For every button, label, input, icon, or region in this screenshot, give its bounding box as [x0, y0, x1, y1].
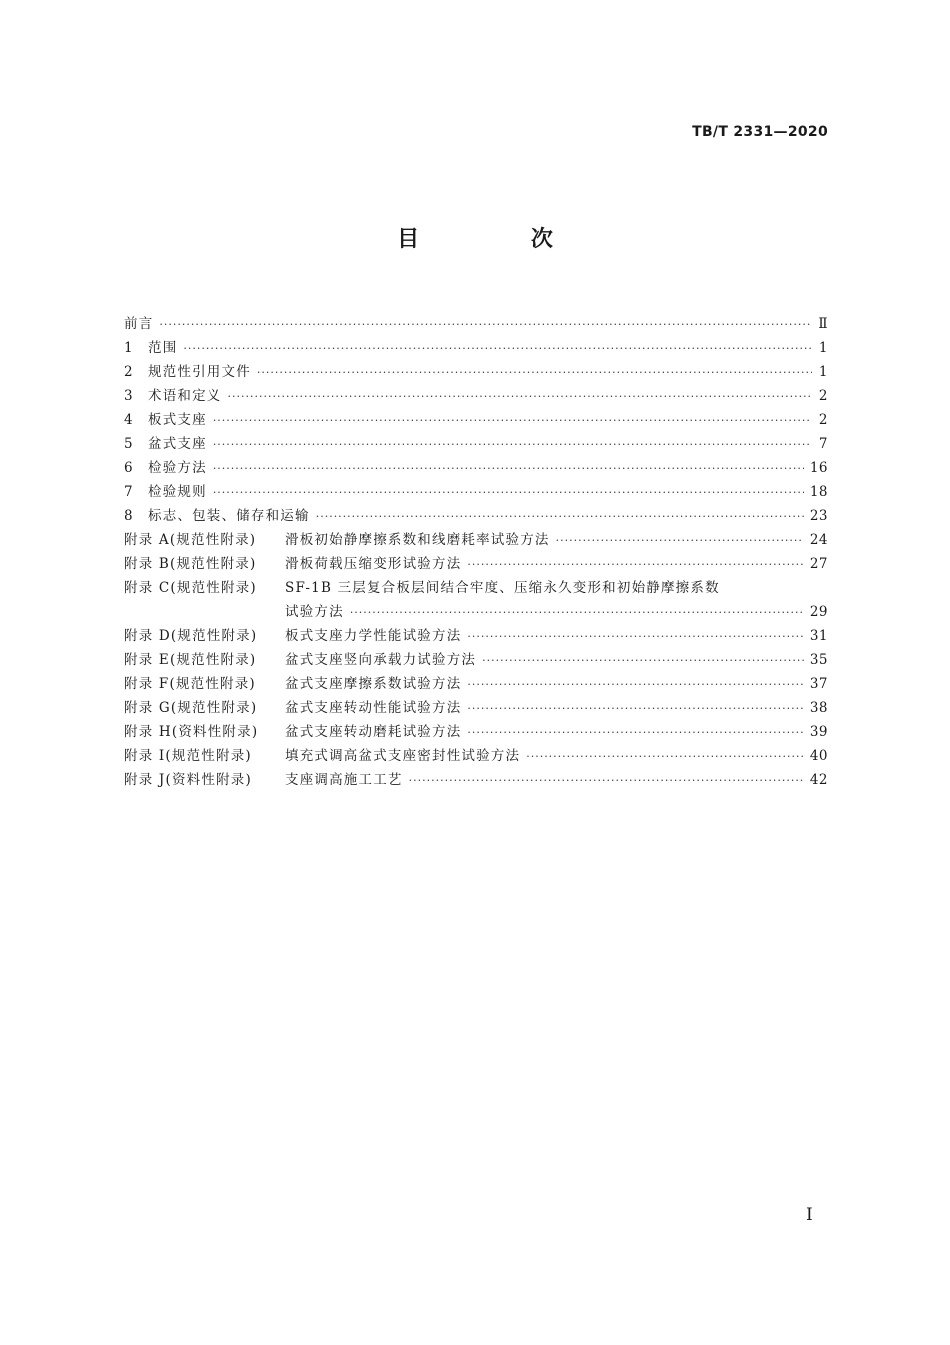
toc-entry-appendix-h[interactable]: [124, 720, 828, 744]
toc-entry-4[interactable]: [124, 408, 828, 432]
toc-entry-7[interactable]: [124, 480, 828, 504]
toc-entry-text: 前言: [124, 316, 154, 332]
toc-entry-text: SF-1B 三层复合板层间结合牢度、压缩永久变形和初始静摩擦系数: [285, 580, 720, 596]
leader-dots: [316, 510, 804, 523]
toc-entry-5[interactable]: [124, 432, 828, 456]
toc-section-number: 3: [124, 388, 134, 404]
toc-entry-text: 盆式支座转动磨耗试验方法: [285, 724, 462, 740]
toc-page-number: 27: [809, 556, 828, 572]
table-of-contents: [124, 312, 828, 792]
toc-page-number: 42: [809, 772, 828, 788]
toc-appendix-label: 附录 J(资料性附录): [124, 772, 252, 788]
toc-entry-appendix-g[interactable]: [124, 696, 828, 720]
toc-entry-8[interactable]: [124, 504, 828, 528]
toc-section-number: 7: [124, 484, 134, 500]
toc-section-number: 2: [124, 364, 134, 380]
leader-dots: [159, 318, 812, 331]
toc-appendix-label: 附录 C(规范性附录): [124, 580, 257, 596]
toc-page-number: 1: [818, 340, 828, 356]
toc-page-number: 16: [809, 460, 828, 476]
toc-entry-appendix-a[interactable]: [124, 528, 828, 552]
toc-entry-text: 检验方法: [148, 460, 207, 476]
toc-section-number: 6: [124, 460, 134, 476]
toc-entry-appendix-j[interactable]: [124, 768, 828, 792]
toc-appendix-label: 附录 E(规范性附录): [124, 652, 257, 668]
leader-dots: [257, 366, 812, 379]
toc-entry-2[interactable]: [124, 360, 828, 384]
toc-page-number: 1: [818, 364, 828, 380]
toc-appendix-label: 附录 F(规范性附录): [124, 676, 256, 692]
page-title: 目 次: [397, 227, 605, 252]
leader-dots: [213, 438, 812, 451]
toc-entry-1[interactable]: [124, 336, 828, 360]
toc-page-number: 31: [809, 628, 828, 644]
toc-page-number: 24: [809, 532, 828, 548]
toc-entry-foreword[interactable]: [124, 312, 828, 336]
toc-page-number: 39: [809, 724, 828, 740]
leader-dots: [213, 414, 812, 427]
page-folio: I: [806, 1205, 813, 1225]
toc-page-number: 29: [809, 604, 828, 620]
leader-dots: [467, 726, 803, 739]
toc-entry-3[interactable]: [124, 384, 828, 408]
toc-entry-text: 支座调高施工工艺: [285, 772, 403, 788]
toc-page-number: 23: [809, 508, 828, 524]
leader-dots: [467, 630, 803, 643]
leader-dots: [556, 534, 804, 547]
toc-entry-text: 盆式支座: [148, 436, 207, 452]
leader-dots: [467, 702, 803, 715]
toc-entry-text: 术语和定义: [148, 388, 222, 404]
toc-appendix-label: 附录 I(规范性附录): [124, 748, 252, 764]
leader-dots: [183, 342, 812, 355]
toc-entry-text: 试验方法: [285, 604, 344, 620]
toc-entry-appendix-e[interactable]: [124, 648, 828, 672]
toc-page-number: 7: [818, 436, 828, 452]
toc-page-number: 37: [809, 676, 828, 692]
leader-dots: [409, 774, 804, 787]
toc-page-number: 38: [809, 700, 828, 716]
leader-dots: [228, 390, 813, 403]
toc-entry-6[interactable]: [124, 456, 828, 480]
leader-dots: [213, 462, 804, 475]
toc-section-number: 5: [124, 436, 134, 452]
toc-appendix-label: 附录 D(规范性附录): [124, 628, 258, 644]
toc-entry-text: 范围: [148, 340, 178, 356]
toc-entry-text: 规范性引用文件: [148, 364, 251, 380]
toc-entry-appendix-c[interactable]: [124, 576, 828, 600]
toc-entry-text: 检验规则: [148, 484, 207, 500]
toc-entry-appendix-b[interactable]: [124, 552, 828, 576]
toc-entry-appendix-d[interactable]: [124, 624, 828, 648]
toc-page-number: 35: [809, 652, 828, 668]
leader-dots: [213, 486, 804, 499]
toc-entry-text: 填充式调高盆式支座密封性试验方法: [285, 748, 521, 764]
toc-entry-text: 滑板初始静摩擦系数和线磨耗率试验方法: [285, 532, 550, 548]
toc-entry-appendix-f[interactable]: [124, 672, 828, 696]
toc-section-number: 8: [124, 508, 134, 524]
toc-entry-appendix-c-continued[interactable]: [124, 600, 828, 624]
toc-entry-text: 盆式支座转动性能试验方法: [285, 700, 462, 716]
toc-section-number: 4: [124, 412, 134, 428]
toc-page-number: 40: [809, 748, 828, 764]
toc-entry-appendix-i[interactable]: [124, 744, 828, 768]
toc-section-number: 1: [124, 340, 134, 356]
toc-entry-text: 滑板荷载压缩变形试验方法: [285, 556, 462, 572]
toc-appendix-label: 附录 B(规范性附录): [124, 556, 257, 572]
leader-dots: [467, 558, 803, 571]
toc-entry-text: 盆式支座摩擦系数试验方法: [285, 676, 462, 692]
toc-page-number: Ⅱ: [818, 316, 828, 332]
toc-page-number: 2: [818, 412, 828, 428]
leader-dots: [526, 750, 804, 763]
toc-appendix-label: 附录 A(规范性附录): [124, 532, 257, 548]
standard-code: TB/T 2331—2020: [692, 124, 828, 140]
toc-entry-text: 盆式支座竖向承载力试验方法: [285, 652, 477, 668]
toc-entry-text: 标志、包装、储存和运输: [148, 508, 310, 524]
toc-appendix-label: 附录 G(规范性附录): [124, 700, 258, 716]
toc-page-number: 18: [809, 484, 828, 500]
toc-entry-text: 板式支座力学性能试验方法: [285, 628, 462, 644]
leader-dots: [350, 606, 804, 619]
leader-dots: [482, 654, 804, 667]
leader-dots: [467, 678, 803, 691]
toc-page-number: 2: [818, 388, 828, 404]
toc-entry-text: 板式支座: [148, 412, 207, 428]
toc-appendix-label: 附录 H(资料性附录): [124, 724, 259, 740]
